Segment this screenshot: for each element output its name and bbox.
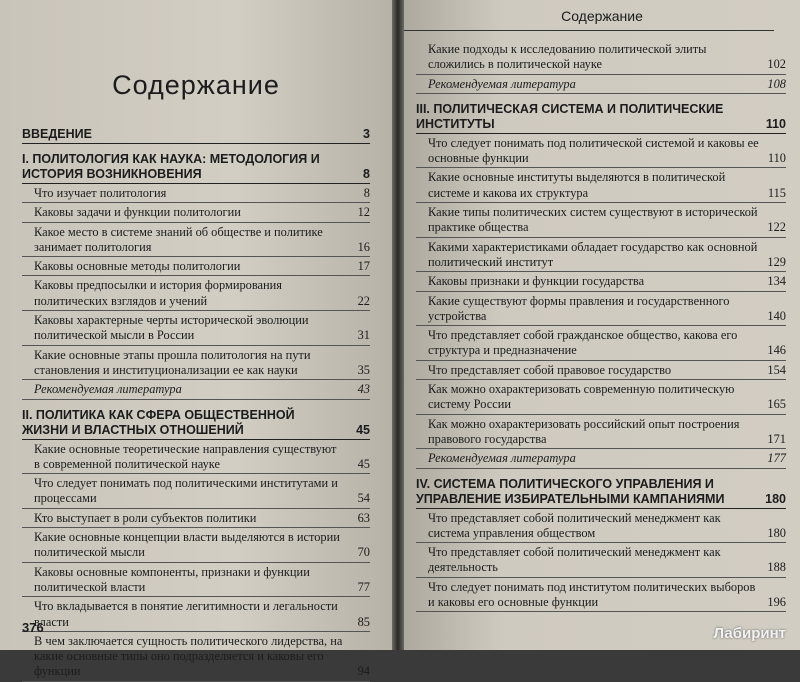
toc-entry (416, 134, 786, 169)
right-page (404, 0, 800, 650)
toc-entry-page: 85 (357, 614, 370, 629)
toc-entry (22, 346, 370, 381)
toc-entry (22, 311, 370, 346)
toc-entry-title: Какие основные теоретические направления существуют в современной политической науке (34, 441, 337, 471)
toc-entry-title: Рекомендуемая литература (428, 76, 576, 91)
toc-section (22, 152, 370, 400)
toc-entry (22, 563, 370, 598)
toc-entry-page: 110 (767, 151, 786, 166)
toc-entry-title: Кто выступает в роли субъектов политики (34, 510, 257, 525)
toc-entry-page: 140 (767, 308, 786, 323)
toc-entry-title: Что вкладывается в понятие легитимности и легальности власти (34, 599, 338, 629)
toc-entry-title: Каковы характерные черты исторической эволюции политической мысли в России (34, 313, 309, 343)
left-page (0, 0, 392, 679)
toc-entry-page: 8 (363, 186, 370, 200)
section-title: IV. СИСТЕМА ПОЛИТИЧЕСКОГО УПРАВЛЕНИЯ И УПРАВЛЕНИЕ ИЗБИРАТЕЛЬНЫМИ КАМПАНИЯМИ (416, 476, 725, 506)
toc-entry-title: Каковы задачи и функции политологии (34, 205, 241, 220)
toc-entry-page: 108 (767, 76, 786, 91)
toc-entry-title: Что следует понимать под политическими институтами и процессами (34, 476, 338, 506)
toc-entry-page: 180 (767, 525, 786, 540)
toc-entry-page: 134 (767, 274, 786, 289)
toc-entry-title: Как можно охарактеризовать российский опыт построения правового государства (428, 416, 740, 446)
left-sections (22, 127, 370, 682)
toc-entry-title: Что представляет собой политический менеджмент как система управления обществом (428, 510, 721, 540)
toc-entry (416, 578, 786, 613)
toc-entry-page: 122 (767, 220, 786, 235)
toc-section (22, 127, 370, 144)
toc-heading: Содержание (112, 70, 280, 100)
toc-entry-page: 129 (767, 254, 786, 269)
section-title: II. ПОЛИТИКА КАК СФЕРА ОБЩЕСТВЕННОЙ ЖИЗНИ И ВЛАСТНЫХ ОТНОШЕНИЙ (22, 407, 295, 437)
toc-entry-page: 94 (357, 664, 370, 679)
toc-entry-title: Какое место в системе знаний об обществе и политике занимает политология (34, 224, 323, 254)
section-heading (22, 127, 370, 144)
section-page: 3 (363, 127, 370, 141)
toc-entry-title: Каковы признаки и функции государства (428, 274, 645, 289)
toc-entry-page: 17 (357, 259, 370, 274)
section-heading (22, 408, 370, 440)
toc-entry-page: 171 (767, 431, 786, 446)
toc-entry-title: Что представляет собой гражданское общество, какова его структура и предназначение (428, 328, 738, 358)
toc-entry (416, 203, 786, 238)
toc-entry-page: 16 (357, 239, 370, 254)
toc-entry-page: 54 (357, 491, 370, 506)
toc-entry (22, 223, 370, 258)
toc-entry-page: 77 (357, 579, 370, 594)
toc-entry (22, 474, 370, 509)
toc-entry-title: Рекомендуемая литература (34, 382, 182, 397)
toc-section (416, 102, 786, 469)
section-page: 8 (363, 167, 370, 181)
toc-entry (22, 184, 370, 203)
watermark-label: Лабиринт (713, 625, 786, 642)
toc-entry-title: Как можно охарактеризовать современную политическую систему России (428, 382, 735, 412)
toc-entry-title: Каковы предпосылки и история формирования политических взглядов и учений (34, 278, 282, 308)
toc-entry-page: 154 (767, 362, 786, 377)
toc-entry-title: Какие подходы к исследованию политической элиты сложились в политической науке (428, 42, 707, 72)
toc-entry (416, 543, 786, 578)
toc-section (416, 477, 786, 613)
toc-section (22, 408, 370, 682)
toc-entry-title: Что представляет собой политический менеджмент как деятельность (428, 545, 721, 575)
section-title: III. ПОЛИТИЧЕСКАЯ СИСТЕМА И ПОЛИТИЧЕСКИЕ ИНСТИТУТЫ (416, 101, 724, 131)
toc-entry-page: 31 (357, 328, 370, 343)
toc-entry-title: Какие существуют формы правления и государственного устройства (428, 293, 730, 323)
toc-entry-title: Что следует понимать под институтом политических выборов и каковы его основные функции (428, 579, 756, 610)
section-heading (416, 102, 786, 134)
toc-entry (416, 168, 786, 203)
toc-entry (416, 380, 786, 415)
section-title: ВВЕДЕНИЕ (22, 127, 92, 141)
toc-entry-page: 102 (767, 57, 786, 72)
toc-entry-page: 188 (767, 560, 786, 575)
toc-entry (22, 632, 370, 682)
recommended-literature-entry (22, 380, 370, 399)
toc-entry-title: Что изучает политология (34, 186, 167, 200)
running-header: Содержание (561, 8, 643, 24)
toc-entry-title: Какие типы политических систем существуют в исторической практике общества (428, 205, 758, 235)
toc-entry (22, 276, 370, 311)
toc-entry-page: 70 (357, 545, 370, 560)
toc-entry-page: 115 (767, 185, 786, 200)
toc-entry (416, 272, 786, 291)
toc-entry (22, 203, 370, 222)
toc-entry (416, 40, 786, 75)
toc-entry (22, 528, 370, 563)
recommended-literature-entry (416, 75, 786, 94)
toc-entry (22, 440, 370, 475)
toc-entry (416, 238, 786, 273)
toc-entry (416, 292, 786, 327)
toc-entry-page: 165 (767, 397, 786, 412)
section-page: 110 (765, 116, 786, 131)
toc-entry-title: Каковы основные методы политологии (34, 259, 241, 274)
toc-entry (22, 257, 370, 276)
toc-entry-page: 177 (767, 451, 786, 466)
section-heading (416, 477, 786, 509)
toc-entry-title: Какие основные институты выделяются в политической системе и какова их структура (428, 170, 726, 200)
section-title: I. ПОЛИТОЛОГИЯ КАК НАУКА: МЕТОДОЛОГИЯ И ИСТОРИЯ ВОЗНИКНОВЕНИЯ (22, 152, 320, 181)
recommended-literature-entry (416, 449, 786, 468)
left-toc (22, 70, 370, 682)
toc-entry-page: 196 (767, 595, 786, 610)
right-top-items (416, 40, 786, 94)
toc-entry (22, 509, 370, 528)
toc-entry-page: 63 (357, 510, 370, 525)
right-sections (416, 102, 786, 612)
toc-entry-title: Что следует понимать под политической системой и каковы ее основные функции (428, 135, 759, 166)
toc-entry-title: Какими характеристиками обладает государство как основной политический институт (428, 239, 758, 269)
toc-entry-title: Рекомендуемая литература (428, 451, 576, 466)
toc-entry-page: 22 (357, 293, 370, 308)
toc-entry-page: 43 (357, 382, 370, 397)
section-page: 45 (356, 422, 370, 437)
toc-entry-page: 12 (357, 205, 370, 220)
toc-entry-page: 146 (767, 343, 786, 358)
toc-entry-title: Что представляет собой правовое государство (428, 362, 672, 377)
page-number-left: 376 (22, 620, 44, 635)
toc-entry (22, 597, 370, 632)
section-page: 180 (765, 491, 786, 506)
header-rule (404, 30, 774, 31)
toc-entry-title: Какие основные концепции власти выделяются в истории политической мысли (34, 530, 340, 560)
toc-entry-page: 35 (357, 362, 370, 377)
book-gutter (392, 0, 404, 650)
toc-entry (416, 509, 786, 544)
toc-entry (416, 361, 786, 380)
toc-entry-title: В чем заключается сущность политического лидерства, на какие основные типы оно подразделяется и каковы его функции (34, 633, 343, 679)
toc-entry (416, 415, 786, 450)
toc-entry-title: Какие основные этапы прошла политология на пути становления и институционализации ее как науки (34, 347, 311, 377)
toc-entry-title: Каковы основные компоненты, признаки и функции политической власти (34, 564, 310, 594)
toc-entry (416, 326, 786, 361)
right-toc (416, 40, 786, 612)
section-heading (22, 152, 370, 184)
toc-entry-page: 45 (357, 456, 370, 471)
